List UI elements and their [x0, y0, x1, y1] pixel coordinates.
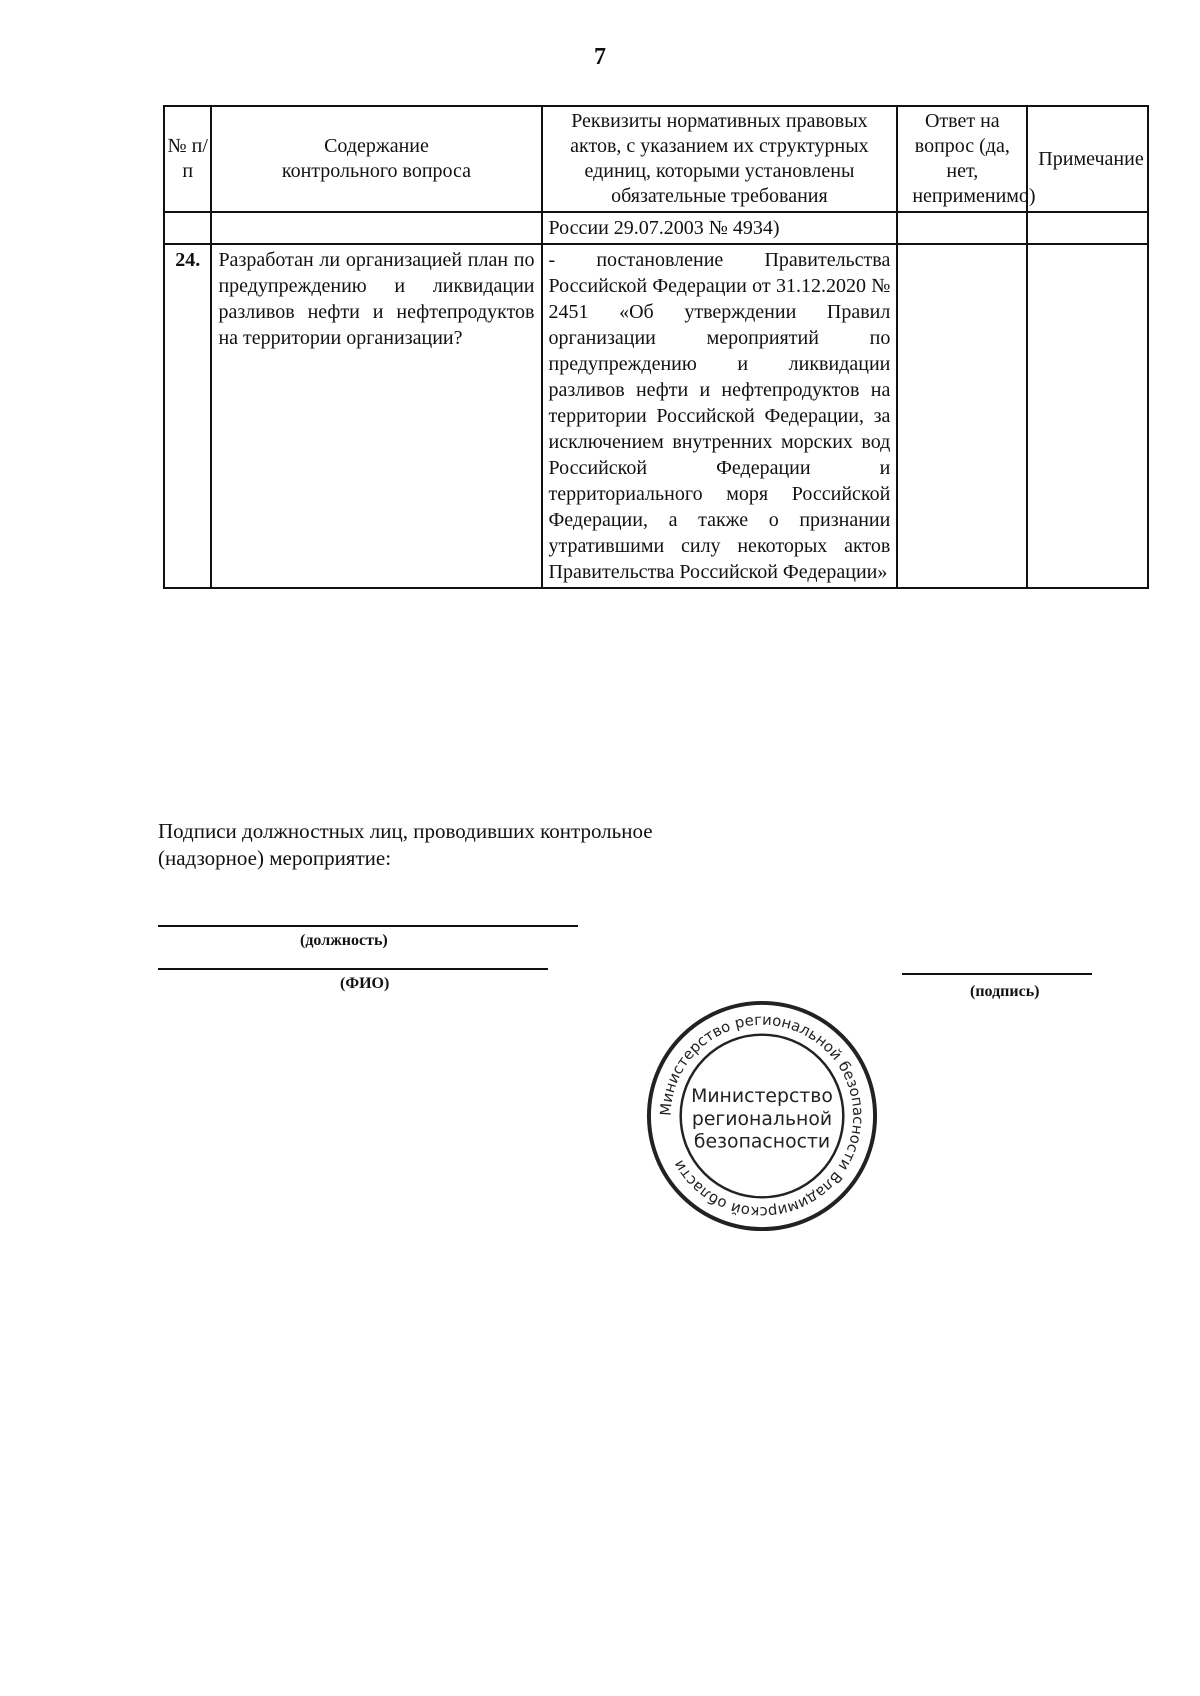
- page-number: 7: [594, 44, 606, 70]
- row-note: [1027, 244, 1148, 588]
- position-line: [158, 925, 578, 927]
- stamp-center-line-1: Министерство: [691, 1086, 833, 1108]
- header-no: № п/п: [164, 106, 211, 212]
- header-requisites: Реквизиты нормативных правовых актов, с указанием их структурных единиц, которыми установлены обязательные требования: [542, 106, 898, 212]
- signature-line: [902, 973, 1092, 975]
- checklist-table: [163, 105, 1149, 589]
- table-row: [164, 244, 1148, 588]
- row-question: Разработан ли организацией план по предупреждению и ликвидации разливов нефти и нефтепродуктов на территории организации?: [211, 244, 541, 588]
- header-question: Содержание контрольного вопроса: [211, 106, 541, 212]
- signature-label: (подпись): [970, 983, 1040, 1000]
- table-header-row: [164, 106, 1148, 212]
- signatures-caption: Подписи должностных лиц, проводивших контрольное (надзорное) мероприятие:: [158, 819, 653, 870]
- header-note: Примечание: [1027, 106, 1148, 212]
- ministry-stamp: [643, 997, 881, 1235]
- stamp-center-line-2: региональной: [691, 1108, 833, 1130]
- header-answer: Ответ на вопрос (да, нет, неприменимо): [897, 106, 1027, 212]
- position-label: (должность): [300, 932, 388, 949]
- stamp-center-line-3: безопасности: [693, 1131, 831, 1153]
- row-number: 24.: [164, 244, 211, 588]
- continuation-row: [164, 212, 1148, 244]
- row-answer: [897, 244, 1027, 588]
- stamp-ring-text: Министерство региональной безопасности Владимирской области: [656, 1010, 868, 1222]
- name-label: (ФИО): [340, 975, 390, 992]
- row-requisites: - постановление Правительства Российской Федерации от 31.12.2020 № 2451 «Об утверждении Правил организации мероприятий по предупреждению и ликвидации разливов нефти и нефтепродуктов на территории Российской Федерации, за исключением внутренних морских вод Российской Федерации и территориального моря Российской Федерации, а также о признании утратившими силу некоторых актов Правительства Российской Федерации»: [542, 244, 898, 588]
- continuation-cell: России 29.07.2003 № 4934): [542, 212, 898, 244]
- name-line: [158, 968, 548, 970]
